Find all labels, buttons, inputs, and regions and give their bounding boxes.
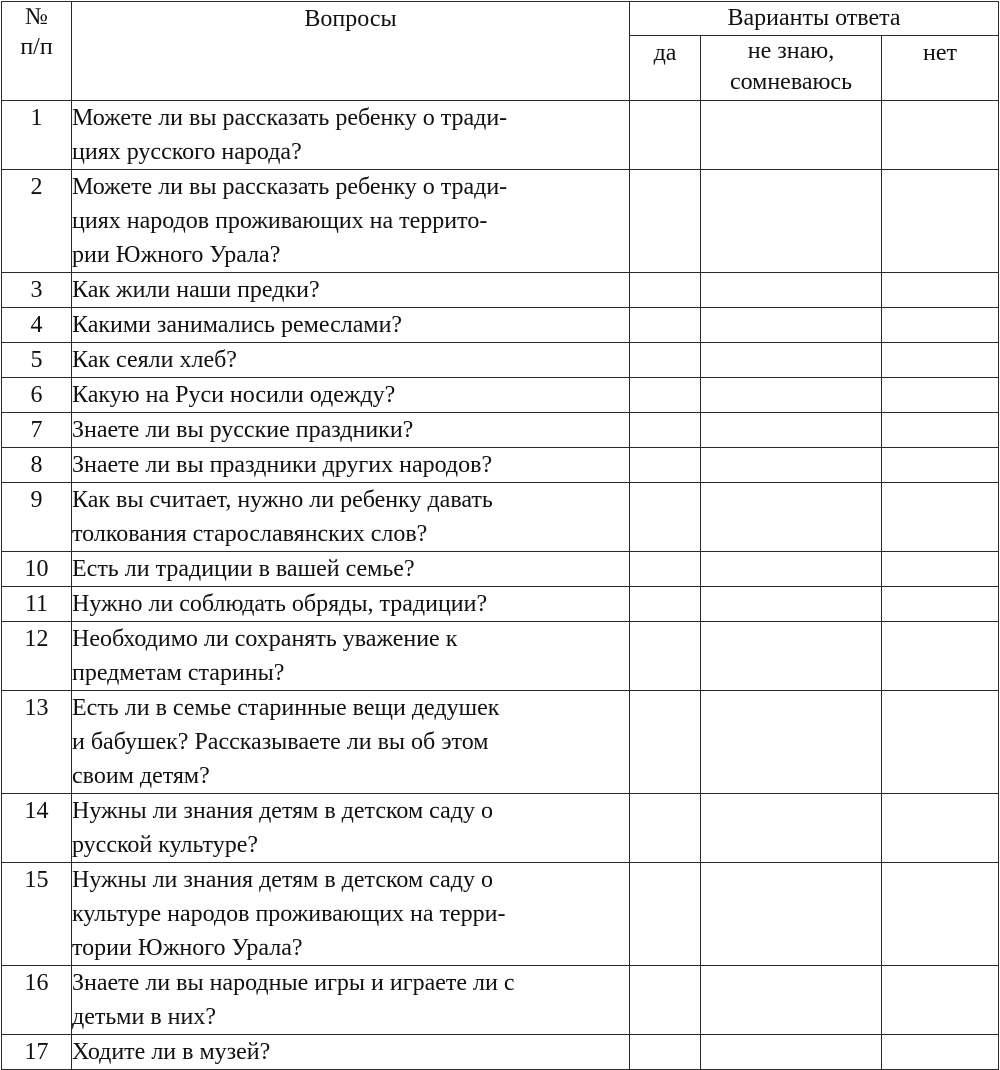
answer-unsure-cell[interactable] bbox=[701, 101, 882, 170]
question-line: Какую на Руси носили одежду? bbox=[72, 382, 396, 408]
answer-unsure-header bbox=[701, 36, 882, 101]
question-line: предметам старины? bbox=[72, 660, 285, 686]
row-number: 11 bbox=[2, 587, 72, 622]
row-number: 3 bbox=[2, 273, 72, 308]
answer-yes-header: да bbox=[630, 36, 701, 101]
answer-unsure-cell[interactable] bbox=[701, 343, 882, 378]
answer-yes-cell[interactable] bbox=[630, 1035, 701, 1070]
question-text bbox=[72, 378, 630, 413]
answer-no-cell[interactable] bbox=[882, 308, 999, 343]
row-number: 17 bbox=[2, 1035, 72, 1070]
table-row bbox=[2, 691, 999, 794]
question-text bbox=[72, 587, 630, 622]
number-column-header bbox=[2, 2, 72, 101]
table-row bbox=[2, 863, 999, 966]
question-line: тории Южного Урала? bbox=[72, 935, 303, 961]
answer-unsure-cell[interactable] bbox=[701, 170, 882, 273]
answer-unsure-cell[interactable] bbox=[701, 622, 882, 691]
table-row bbox=[2, 170, 999, 273]
row-number: 13 bbox=[2, 691, 72, 794]
question-text bbox=[72, 273, 630, 308]
question-line: циях русского народа? bbox=[72, 139, 302, 165]
header-row-1 bbox=[2, 2, 999, 36]
answer-no-cell[interactable] bbox=[882, 413, 999, 448]
question-line: Ходите ли в музей? bbox=[72, 1039, 271, 1065]
table-row bbox=[2, 552, 999, 587]
table-row bbox=[2, 273, 999, 308]
answer-unsure-cell[interactable] bbox=[701, 448, 882, 483]
row-number: 16 bbox=[2, 966, 72, 1035]
answer-no-cell[interactable] bbox=[882, 378, 999, 413]
row-number: 14 bbox=[2, 794, 72, 863]
question-text bbox=[72, 101, 630, 170]
row-number: 8 bbox=[2, 448, 72, 483]
question-line: русской культуре? bbox=[72, 832, 259, 858]
table-row bbox=[2, 308, 999, 343]
answer-no-cell[interactable] bbox=[882, 863, 999, 966]
table-row bbox=[2, 378, 999, 413]
question-line: Можете ли вы рассказать ребенку о тради- bbox=[72, 174, 508, 200]
answer-no-cell[interactable] bbox=[882, 587, 999, 622]
question-line: Знаете ли вы русские праздники? bbox=[72, 417, 414, 443]
row-number: 12 bbox=[2, 622, 72, 691]
question-line: Есть ли традиции в вашей семье? bbox=[72, 556, 415, 582]
answer-no-cell[interactable] bbox=[882, 343, 999, 378]
table-row bbox=[2, 622, 999, 691]
answer-unsure-cell[interactable] bbox=[701, 691, 882, 794]
answer-yes-cell[interactable] bbox=[630, 308, 701, 343]
answer-no-header: нет bbox=[882, 36, 999, 101]
answer-yes-cell[interactable] bbox=[630, 413, 701, 448]
question-text bbox=[72, 552, 630, 587]
unsure-line-2: сомневаюсь bbox=[729, 69, 853, 95]
answer-no-cell[interactable] bbox=[882, 170, 999, 273]
question-line: рии Южного Урала? bbox=[72, 242, 281, 268]
row-number: 5 bbox=[2, 343, 72, 378]
answer-no-cell[interactable] bbox=[882, 552, 999, 587]
question-text bbox=[72, 863, 630, 966]
question-text bbox=[72, 448, 630, 483]
question-line: и бабушек? Рассказываете ли вы об этом bbox=[72, 729, 489, 755]
answer-unsure-cell[interactable] bbox=[701, 966, 882, 1035]
answer-yes-cell[interactable] bbox=[630, 273, 701, 308]
answer-yes-cell[interactable] bbox=[630, 863, 701, 966]
answer-unsure-cell[interactable] bbox=[701, 378, 882, 413]
row-number: 7 bbox=[2, 413, 72, 448]
question-line: Нужны ли знания детям в детском саду о bbox=[72, 867, 493, 893]
answer-unsure-cell[interactable] bbox=[701, 413, 882, 448]
question-line: детьми в них? bbox=[72, 1004, 216, 1030]
question-line: Нужны ли знания детям в детском саду о bbox=[72, 798, 493, 824]
answer-no-cell[interactable] bbox=[882, 622, 999, 691]
row-number: 15 bbox=[2, 863, 72, 966]
answer-yes-cell[interactable] bbox=[630, 966, 701, 1035]
table-body bbox=[2, 101, 999, 1070]
question-text bbox=[72, 413, 630, 448]
table-row bbox=[2, 794, 999, 863]
answer-no-cell[interactable] bbox=[882, 448, 999, 483]
question-line: своим детям? bbox=[72, 763, 210, 789]
answer-yes-cell[interactable] bbox=[630, 691, 701, 794]
answer-unsure-cell[interactable] bbox=[701, 794, 882, 863]
answer-yes-cell[interactable] bbox=[630, 587, 701, 622]
answer-unsure-cell[interactable] bbox=[701, 273, 882, 308]
answer-unsure-cell[interactable] bbox=[701, 863, 882, 966]
unsure-line-1: не знаю, bbox=[747, 38, 835, 64]
question-text bbox=[72, 170, 630, 273]
answer-no-cell[interactable] bbox=[882, 101, 999, 170]
question-text bbox=[72, 483, 630, 552]
answer-unsure-cell[interactable] bbox=[701, 483, 882, 552]
question-line: Как жили наши предки? bbox=[72, 277, 320, 303]
question-line: Есть ли в семье старинные вещи дедушек bbox=[72, 695, 500, 721]
table-row bbox=[2, 413, 999, 448]
table-row bbox=[2, 101, 999, 170]
table-row bbox=[2, 587, 999, 622]
answer-unsure-cell[interactable] bbox=[701, 1035, 882, 1070]
table-row bbox=[2, 343, 999, 378]
answer-unsure-cell[interactable] bbox=[701, 308, 882, 343]
question-text bbox=[72, 794, 630, 863]
question-text bbox=[72, 308, 630, 343]
question-line: Как сеяли хлеб? bbox=[72, 347, 237, 373]
table-row bbox=[2, 1035, 999, 1070]
row-number: 2 bbox=[2, 170, 72, 273]
question-text bbox=[72, 622, 630, 691]
row-number: 6 bbox=[2, 378, 72, 413]
answer-yes-cell[interactable] bbox=[630, 343, 701, 378]
row-number: 9 bbox=[2, 483, 72, 552]
question-text bbox=[72, 691, 630, 794]
table-row bbox=[2, 483, 999, 552]
answer-no-cell[interactable] bbox=[882, 794, 999, 863]
row-number: 4 bbox=[2, 308, 72, 343]
question-line: Нужно ли соблюдать обряды, традиции? bbox=[72, 591, 488, 617]
question-line: Какими занимались ремеслами? bbox=[72, 312, 403, 338]
question-line: Необходимо ли сохранять уважение к bbox=[72, 626, 458, 652]
answer-no-cell[interactable] bbox=[882, 273, 999, 308]
questions-column-header: Вопросы bbox=[72, 2, 630, 101]
answer-yes-cell[interactable] bbox=[630, 552, 701, 587]
answer-yes-cell[interactable] bbox=[630, 448, 701, 483]
answer-yes-cell[interactable] bbox=[630, 794, 701, 863]
table-row bbox=[2, 966, 999, 1035]
answer-yes-cell[interactable] bbox=[630, 170, 701, 273]
answer-unsure-cell[interactable] bbox=[701, 587, 882, 622]
answer-variants-header: Варианты ответа bbox=[630, 2, 999, 36]
question-line: Знаете ли вы праздники других народов? bbox=[72, 452, 493, 478]
number-sign: № bbox=[25, 4, 48, 30]
answer-yes-cell[interactable] bbox=[630, 101, 701, 170]
number-sub: п/п bbox=[20, 34, 53, 60]
answer-yes-cell[interactable] bbox=[630, 378, 701, 413]
answer-no-cell[interactable] bbox=[882, 966, 999, 1035]
question-line: толкования старославянских слов? bbox=[72, 521, 428, 547]
survey-table bbox=[1, 1, 999, 1070]
question-text bbox=[72, 343, 630, 378]
question-text bbox=[72, 1035, 630, 1070]
row-number: 10 bbox=[2, 552, 72, 587]
question-line: циях народов проживающих на террито- bbox=[72, 208, 488, 234]
question-line: Как вы считает, нужно ли ребенку давать bbox=[72, 487, 493, 513]
question-line: Знаете ли вы народные игры и играете ли с bbox=[72, 970, 515, 996]
row-number: 1 bbox=[2, 101, 72, 170]
question-line: Можете ли вы рассказать ребенку о тради- bbox=[72, 105, 508, 131]
answer-no-cell[interactable] bbox=[882, 483, 999, 552]
answer-yes-cell[interactable] bbox=[630, 622, 701, 691]
answer-no-cell[interactable] bbox=[882, 691, 999, 794]
question-text bbox=[72, 966, 630, 1035]
table-header bbox=[2, 2, 999, 101]
question-line: культуре народов проживающих на терри- bbox=[72, 901, 506, 927]
answer-unsure-cell[interactable] bbox=[701, 552, 882, 587]
answer-yes-cell[interactable] bbox=[630, 483, 701, 552]
answer-no-cell[interactable] bbox=[882, 1035, 999, 1070]
table-row bbox=[2, 448, 999, 483]
